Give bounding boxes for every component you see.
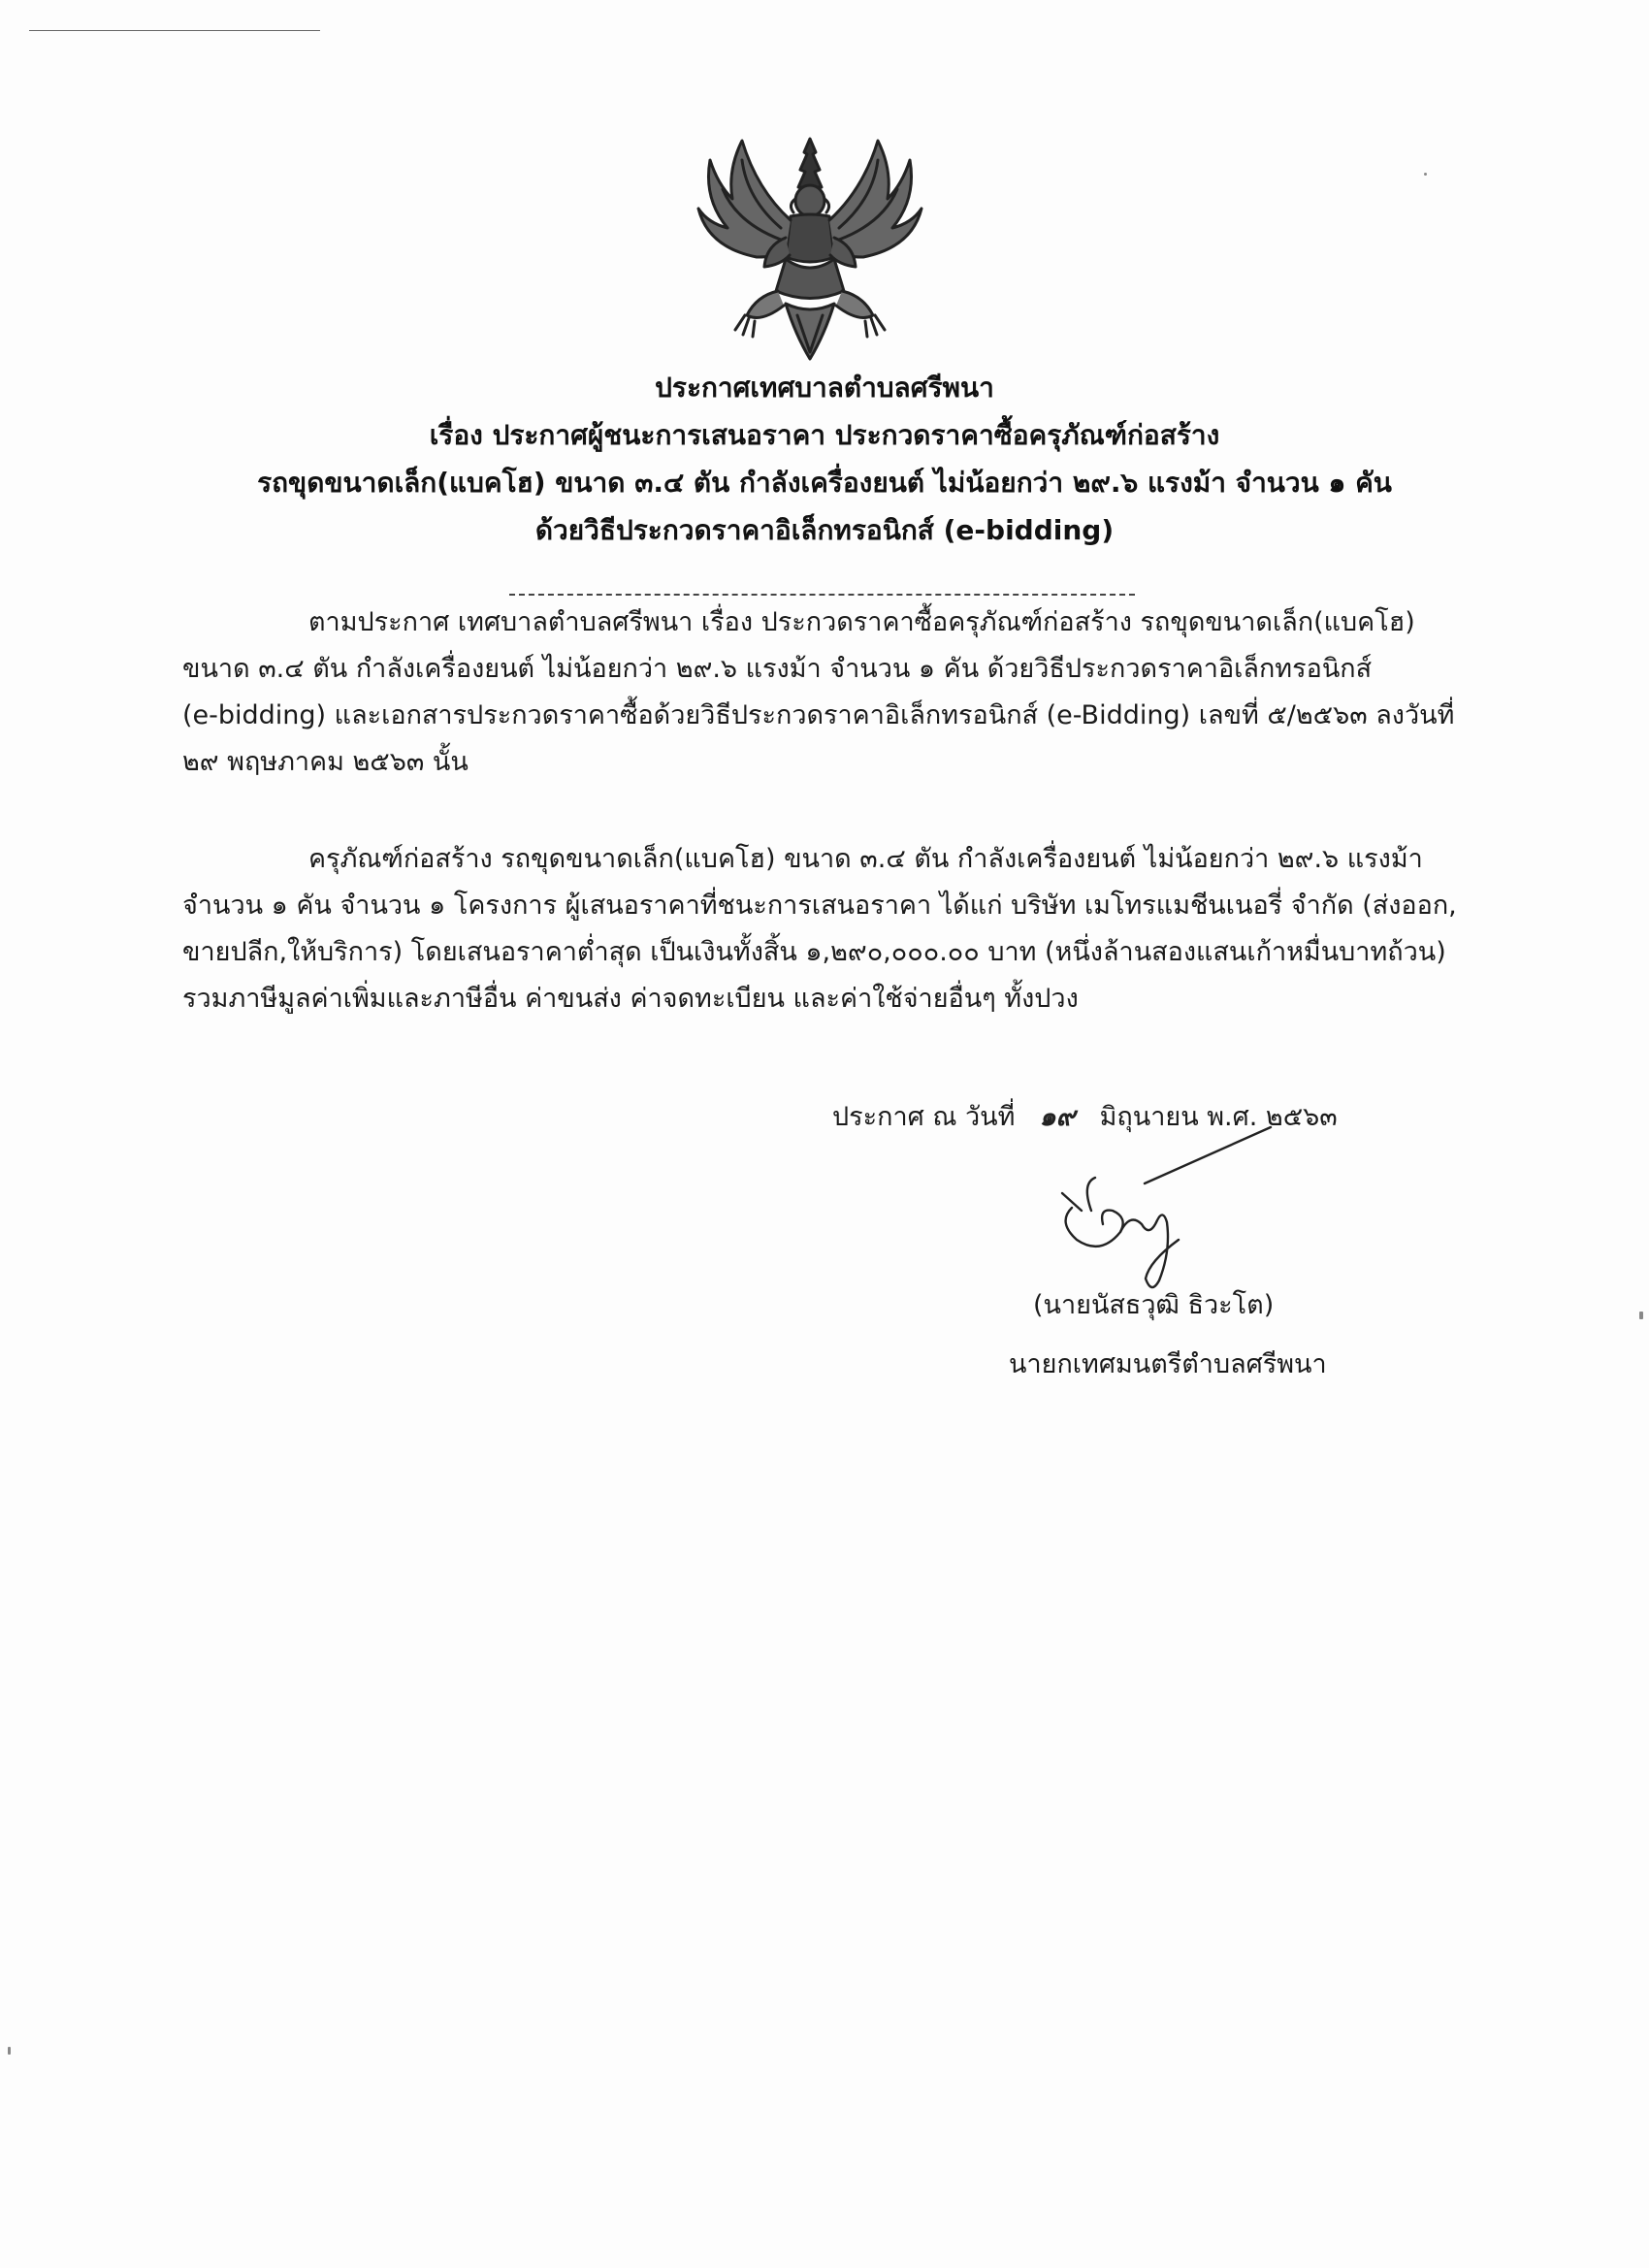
heading-line-1: ประกาศเทศบาลตำบลศรีพนา <box>655 372 994 404</box>
paragraph-2-line-1: ครุภัณฑ์ก่อสร้าง รถขุดขนาดเล็ก(แบคโฮ) ขนาด ๓.๔ ตัน กำลังเครื่องยนต์ ไม่น้อยกว่า ๒๙.๖ แรงม้า <box>308 844 1423 874</box>
date-prefix: ประกาศ ณ วันที่ <box>832 1102 1016 1132</box>
scan-speck <box>8 2047 11 2055</box>
paragraph-1-line-1: ตามประกาศ เทศบาลตำบลศรีพนา เรื่อง ประกวดราคาซื้อครุภัณฑ์ก่อสร้าง รถขุดขนาดเล็ก(แบคโฮ) <box>308 607 1415 637</box>
paragraph-1-line-3: (e-bidding) และเอกสารประกวดราคาซื้อด้วยวิธีประกวดราคาอิเล็กทรอนิกส์ (e-Bidding) เลขที่ ๕/๒๕๖๓ ลงวันที่ <box>182 700 1455 730</box>
signer-name: (นายนัสธวุฒิ ธิวะโต) <box>1033 1290 1275 1320</box>
heading-divider <box>509 594 1135 596</box>
date-suffix: มิถุนายน พ.ศ. ๒๕๖๓ <box>1099 1102 1338 1132</box>
heading-line-4: ด้วยวิธีประกวดราคาอิเล็กทรอนิกส์ (e-bidding) <box>534 514 1115 546</box>
handwritten-signature <box>1052 1116 1305 1310</box>
scan-speck <box>1639 1312 1643 1319</box>
garuda-emblem-icon <box>689 131 931 364</box>
paragraph-1-line-4: ๒๙ พฤษภาคม ๒๕๖๓ นั้น <box>182 747 469 777</box>
paragraph-2-line-4: รวมภาษีมูลค่าเพิ่มและภาษีอื่น ค่าขนส่ง ค่าจดทะเบียน และค่าใช้จ่ายอื่นๆ ทั้งปวง <box>182 984 1079 1014</box>
paragraph-2-line-2: จำนวน ๑ คัน จำนวน ๑ โครงการ ผู้เสนอราคาที่ชนะการเสนอราคา ได้แก่ บริษัท เมโทรแมชีนเนอรี่ จำกัด (ส่งออก, <box>182 891 1457 921</box>
heading-line-3: รถขุดขนาดเล็ก(แบคโฮ) ขนาด ๓.๔ ตัน กำลังเครื่องยนต์ ไม่น้อยกว่า ๒๙.๖ แรงม้า จำนวน ๑ คัน <box>257 467 1392 499</box>
paragraph-1-line-2: ขนาด ๓.๔ ตัน กำลังเครื่องยนต์ ไม่น้อยกว่า ๒๙.๖ แรงม้า จำนวน ๑ คัน ด้วยวิธีประกวดราคาอิเล็กทรอนิกส์ <box>182 654 1373 684</box>
announcement-heading <box>146 364 1504 554</box>
scan-speck <box>1424 173 1427 176</box>
body-paragraph-1 <box>182 599 1511 786</box>
top-rule <box>29 30 320 31</box>
paragraph-2-line-3: ขายปลีก,ให้บริการ) โดยเสนอราคาต่ำสุด เป็นเงินทั้งสิ้น ๑,๒๙๐,๐๐๐.๐๐ บาท (หนึ่งล้านสองแสนเก้าหมื่นบาทถ้วน) <box>182 937 1446 967</box>
signer-title: นายกเทศมนตรีตำบลศรีพนา <box>1009 1349 1327 1379</box>
heading-line-2: เรื่อง ประกาศผู้ชนะการเสนอราคา ประกวดราคาซื้อครุภัณฑ์ก่อสร้าง <box>429 419 1220 451</box>
date-day-handwritten: ๑๙ <box>1039 1102 1076 1132</box>
body-paragraph-2 <box>182 836 1511 1022</box>
